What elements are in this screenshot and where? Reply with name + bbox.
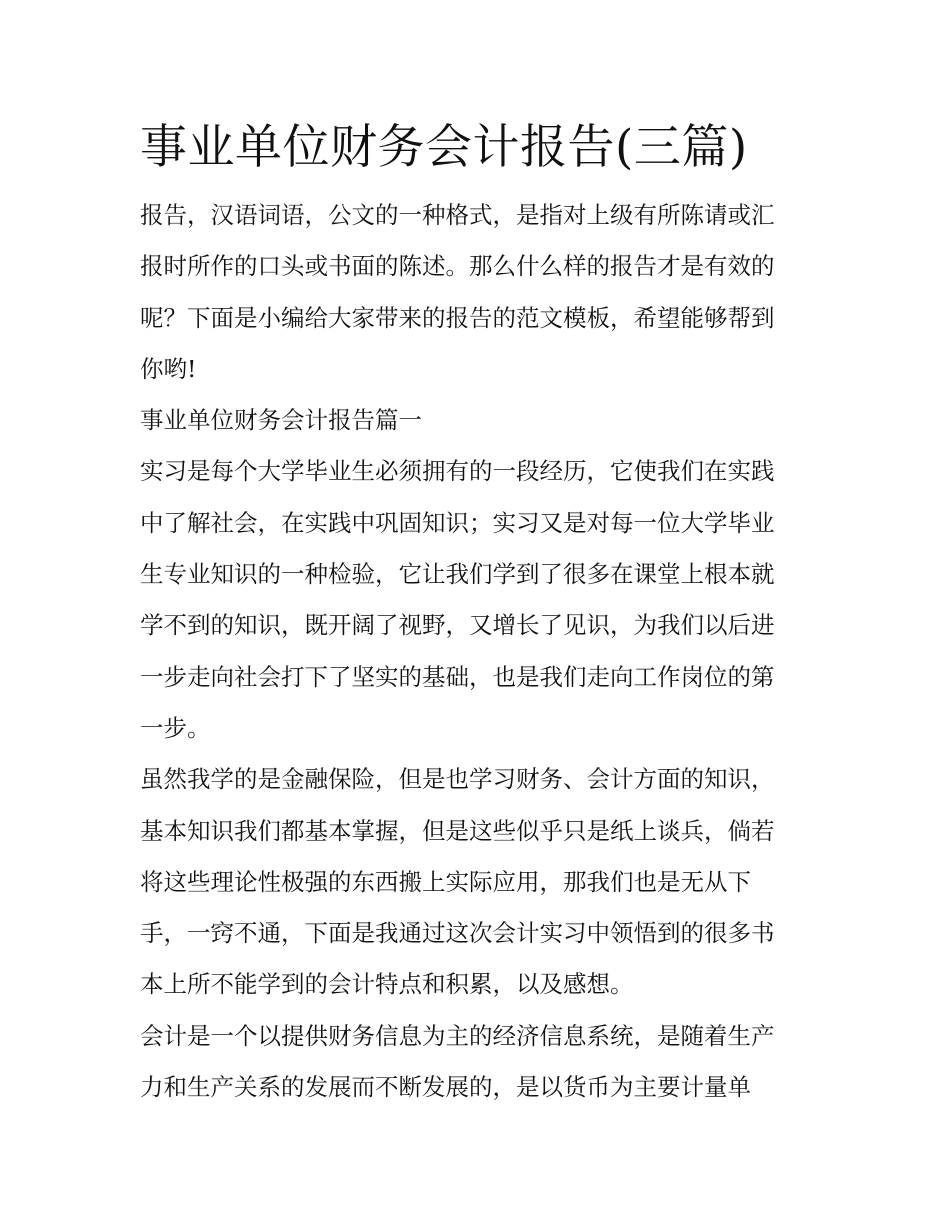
text-line: 会计是一个以提供财务信息为主的经济信息系统，是随着生产	[140, 1021, 775, 1050]
text-line: 报告，汉语词语，公文的一种格式，是指对上级有所陈请或汇	[140, 201, 775, 229]
text-line: 事业单位财务会计报告篇一	[140, 406, 422, 435]
text-line: 本上所不能学到的会计特点和积累，以及感想。	[140, 970, 634, 999]
text-line: 生专业知识的一种检验，它让我们学到了很多在课堂上根本就	[140, 560, 775, 589]
text-line: 将这些理论性极强的东西搬上实际应用，那我们也是无从下	[140, 867, 751, 896]
text-line: 虽然我学的是金融保险，但是也学习财务、会计方面的知识，	[140, 765, 775, 794]
paragraph-intro	[140, 190, 820, 395]
text-line: 基本知识我们都基本掌握，但是这些似乎只是纸上谈兵，倘若	[140, 816, 775, 845]
document-title: 事业单位财务会计报告(三篇)	[140, 120, 748, 175]
paragraph-accounting-definition	[140, 1011, 820, 1114]
paragraph-internship	[140, 446, 820, 754]
text-line: 一步。	[140, 713, 211, 742]
paragraph-finance-study	[140, 754, 820, 1010]
text-line: 呢？下面是小编给大家带来的报告的范文模板，希望能够帮到	[140, 303, 775, 332]
text-line: 你哟!	[140, 354, 197, 383]
section-heading	[140, 395, 820, 446]
text-line: 力和生产关系的发展而不断发展的，是以货币为主要计量单	[140, 1073, 751, 1102]
text-line: 一步走向社会打下了坚实的基础，也是我们走向工作岗位的第	[140, 662, 775, 691]
text-line: 学不到的知识，既开阔了视野，又增长了见识，为我们以后进	[140, 611, 775, 640]
document-page	[140, 112, 820, 1113]
text-line: 报时所作的口头或书面的陈述。那么什么样的报告才是有效的	[140, 252, 775, 281]
text-line: 中了解社会，在实践中巩固知识；实习又是对每一位大学毕业	[140, 508, 775, 537]
text-line: 手，一窍不通，下面是我通过这次会计实习中领悟到的很多书	[140, 919, 775, 948]
text-line: 实习是每个大学毕业生必须拥有的一段经历，它使我们在实践	[140, 457, 775, 486]
